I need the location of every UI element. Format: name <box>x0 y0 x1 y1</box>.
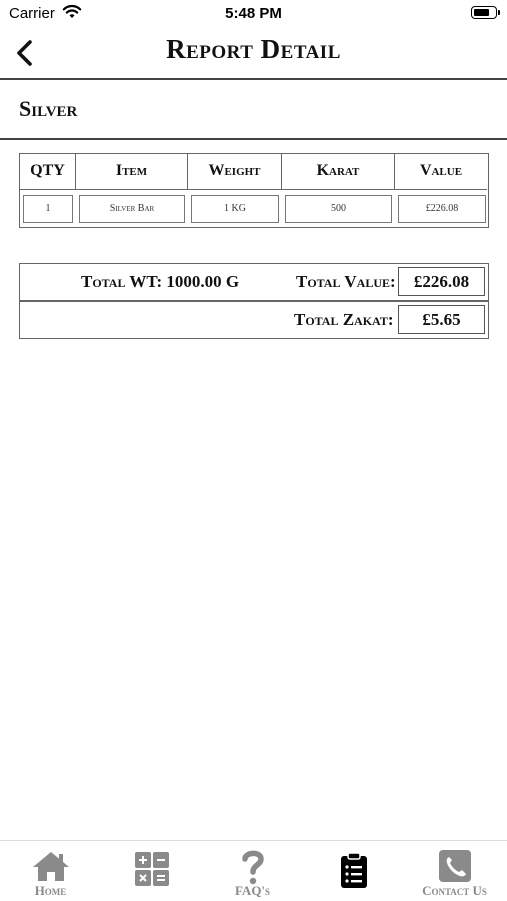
total-value-label: Total Value: <box>296 272 396 291</box>
total-zakat-box: £5.65 <box>398 305 485 334</box>
total-value-box: £226.08 <box>398 267 485 296</box>
tab-bar <box>0 840 507 901</box>
totals-row <box>19 263 489 301</box>
battery-icon <box>471 6 497 19</box>
phone-icon <box>434 848 476 886</box>
tab-calculator[interactable] <box>101 841 202 901</box>
status-bar <box>0 0 507 28</box>
page-title: Report Detail <box>166 34 341 64</box>
tab-faq[interactable] <box>202 841 303 901</box>
calculator-icon <box>131 851 173 889</box>
qty-cell: 1 <box>23 195 73 223</box>
metal-section-header <box>0 80 507 140</box>
column-header-karat: Karat <box>282 154 395 190</box>
navigation-bar <box>0 28 507 80</box>
question-icon <box>232 848 274 886</box>
value-cell: £226.08 <box>398 195 486 223</box>
zakat-row <box>19 301 489 339</box>
column-header-qty: QTY <box>20 154 76 190</box>
total-zakat-label: Total Zakat: <box>294 310 394 329</box>
karat-cell: 500 <box>285 195 392 223</box>
column-header-value: Value <box>395 154 487 190</box>
items-table <box>19 153 489 228</box>
column-header-item: Item <box>76 154 188 190</box>
total-weight-label: Total WT: 1000.00 G <box>81 272 240 291</box>
clock: 5:48 PM <box>225 5 282 22</box>
tab-contact-label: Contact Us <box>422 883 487 898</box>
clipboard-icon <box>333 852 375 890</box>
tab-home[interactable] <box>0 841 101 901</box>
tab-contact[interactable] <box>404 841 505 901</box>
metal-type-label: Silver <box>19 96 78 121</box>
tab-faq-label: FAQ's <box>234 883 271 898</box>
item-cell: Silver Bar <box>79 195 185 223</box>
home-icon <box>30 848 72 886</box>
carrier-label: Carrier <box>9 5 55 22</box>
tab-home-label: Home <box>34 883 67 898</box>
tab-reports[interactable] <box>303 841 404 901</box>
column-header-weight: Weight <box>188 154 282 190</box>
weight-cell: 1 KG <box>191 195 279 223</box>
